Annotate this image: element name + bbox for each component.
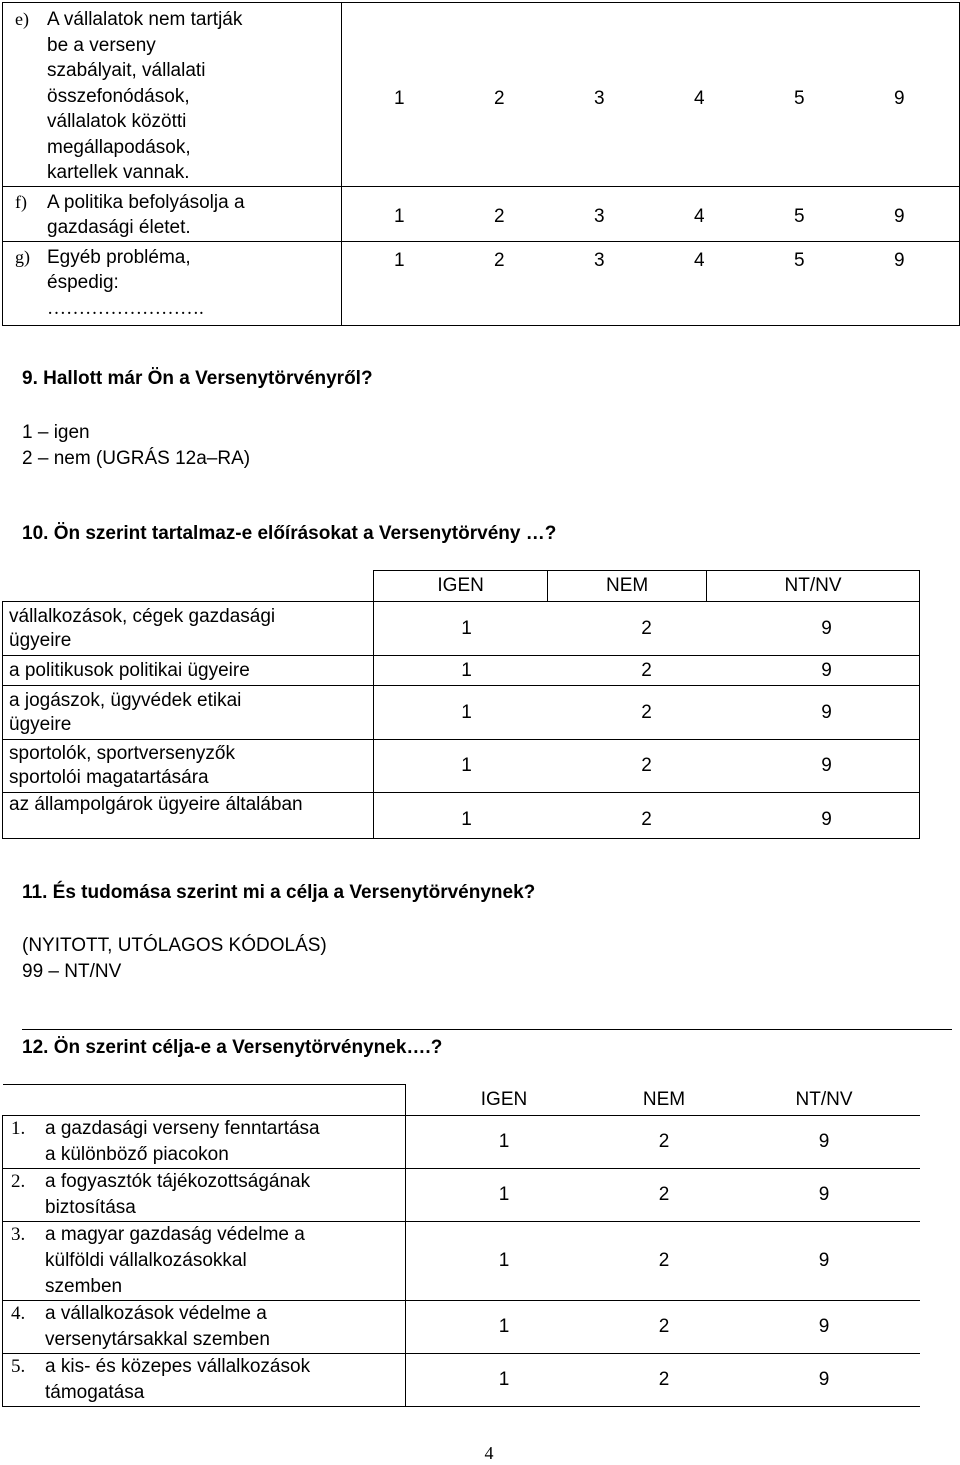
question-10-title: 10. Ön szerint tartalmaz-e előírásokat a Versenytörvény …?: [22, 523, 557, 544]
row-values: 1 2 9: [374, 740, 920, 793]
option: 1 – igen: [22, 422, 90, 443]
item-f: [15, 190, 337, 241]
row-values: 1 2 9: [406, 1353, 921, 1406]
row-values: 1 2 9: [406, 1115, 921, 1168]
question-12-title: 12. Ön szerint célja-e a Versenytörvénynek….?: [22, 1037, 443, 1058]
header-row: [406, 1085, 921, 1116]
row-label: sportolók, sportversenyzők sportolói magatartására: [3, 740, 374, 793]
question-9-options: [22, 420, 250, 472]
header-igen: IGEN: [480, 1088, 528, 1110]
item-g-cell: [3, 241, 342, 325]
row-label: 1. a gazdasági verseny fenntartása a különböző piacokon: [3, 1115, 406, 1168]
item-e: [15, 7, 337, 186]
page-number: 4: [484, 1443, 494, 1463]
row-values: 1 2 9: [406, 1168, 921, 1221]
question-12-table: [2, 1084, 920, 1407]
row-label: 3. a magyar gazdaság védelme a külföldi vállalkozásokkal szemben: [3, 1221, 406, 1300]
item-text: A politika befolyásolja a gazdasági életet.: [47, 191, 245, 238]
row-values: 1 2 9: [374, 793, 920, 839]
question-10-table: [2, 570, 920, 839]
header-ntnv: NT/NV: [707, 571, 920, 602]
item-e-cell: [3, 3, 342, 187]
item-f-cell: [3, 186, 342, 241]
row-label: vállalkozások, cégek gazdasági ügyeire: [3, 602, 374, 656]
row-label: az állampolgárok ügyeire általában: [3, 793, 374, 839]
row-label: 5. a kis- és közepes vállalkozások támogatása: [3, 1353, 406, 1406]
row-label: 4. a vállalkozások védelme a versenytársakkal szemben: [3, 1300, 406, 1353]
question-9-title: 9. Hallott már Ön a Versenytörvényről?: [22, 368, 373, 389]
item-letter: f): [15, 191, 27, 212]
header-nem: NEM: [642, 1088, 686, 1110]
header-ntnv: NT/NV: [795, 1088, 853, 1110]
option: 2 – nem (UGRÁS 12a–RA): [22, 448, 251, 469]
row-values: 1 2 9: [374, 686, 920, 740]
item-g: [15, 245, 337, 322]
row-values: 1 2 9: [374, 602, 920, 656]
question-11-instructions: (NYITOTT, UTÓLAGOS KÓDOLÁS) 99 – NT/NV: [22, 935, 327, 982]
row-label: 2. a fogyasztók tájékozottságának biztosítása: [3, 1168, 406, 1221]
problems-table: [2, 2, 960, 326]
row-label: a politikusok politikai ügyeire: [3, 656, 374, 686]
answer-line: [22, 1029, 952, 1030]
item-letter: g): [15, 246, 30, 267]
item-f-scale: 1 2 3 4 5 9: [342, 186, 960, 241]
row-values: 1 2 9: [406, 1300, 921, 1353]
item-g-scale: 1 2 3 4 5 9: [342, 241, 960, 325]
row-label: a jogászok, ügyvédek etikai ügyeire: [3, 686, 374, 740]
item-text: A vállalatok nem tartják be a verseny szabályait, vállalati összefonódások, vállalatok közötti megállapodások, kartellek vannak.: [47, 9, 243, 183]
header-nem: NEM: [548, 571, 707, 602]
item-e-scale: 1 2 3 4 5 9: [342, 3, 960, 187]
item-letter: e): [15, 9, 29, 29]
question-11-title: 11. És tudomása szerint mi a célja a Versenytörvénynek?: [22, 882, 536, 903]
row-values: 1 2 9: [374, 656, 920, 686]
header-igen: IGEN: [374, 571, 548, 602]
item-text: Egyéb probléma, éspedig: …………………….: [47, 246, 204, 319]
row-values: 1 2 9: [406, 1221, 921, 1300]
